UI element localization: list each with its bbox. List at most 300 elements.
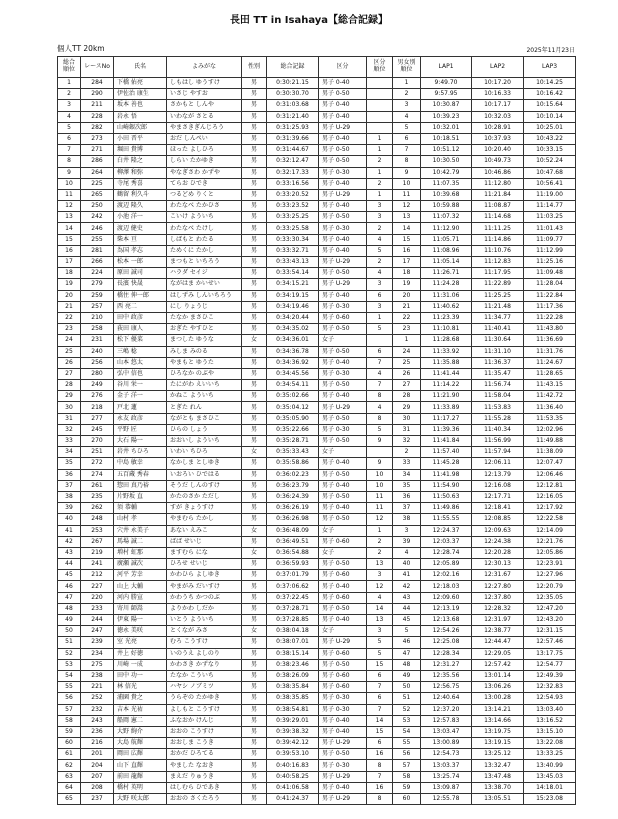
cell-lap2: 12:16.08 xyxy=(472,480,524,491)
cell-category-rank: 2 xyxy=(367,547,393,558)
cell-category-rank: 10 xyxy=(367,469,393,480)
cell-lap3: 12:20.79 xyxy=(524,581,576,592)
cell-race-no: 265 xyxy=(81,189,114,200)
cell-category: 女子 xyxy=(319,626,367,637)
cell-lap1: 11:55.55 xyxy=(421,514,472,525)
cell-race-no: 271 xyxy=(81,145,114,156)
cell-reading: つるどめ りくと xyxy=(167,189,242,200)
cell-lap3: 12:22.58 xyxy=(524,514,576,525)
cell-gender-rank: 26 xyxy=(393,368,421,379)
cell-total-time: 0:35:05.90 xyxy=(267,413,319,424)
cell-category-rank: 15 xyxy=(367,659,393,670)
cell-category-rank: 7 xyxy=(367,682,393,693)
cell-overall-rank: 21 xyxy=(58,301,81,312)
header-name: 氏名 xyxy=(114,57,167,78)
cell-reading: そうだ しんのすけ xyxy=(167,480,242,491)
cell-race-no: 264 xyxy=(81,167,114,178)
cell-sex: 男 xyxy=(242,402,267,413)
cell-reading: たにがわ えいいち xyxy=(167,380,242,391)
table-row xyxy=(58,122,576,133)
table-row xyxy=(58,682,576,693)
table-row xyxy=(58,592,576,603)
cell-overall-rank: 10 xyxy=(58,178,81,189)
cell-category: 男子 0-40 xyxy=(319,357,367,368)
cell-reading: むろ こうすけ xyxy=(167,637,242,648)
cell-gender-rank: 8 xyxy=(393,156,421,167)
table-row xyxy=(58,245,576,256)
cell-reading: おおの さくたろう xyxy=(167,794,242,805)
cell-category-rank: 16 xyxy=(367,782,393,793)
cell-lap1: 11:21.90 xyxy=(421,391,472,402)
table-row xyxy=(58,749,576,760)
cell-category: 男子 0-50 xyxy=(319,268,367,279)
table-row xyxy=(58,380,576,391)
cell-overall-rank: 52 xyxy=(58,648,81,659)
cell-overall-rank: 17 xyxy=(58,257,81,268)
cell-category: 男子 0-50 xyxy=(319,659,367,670)
cell-sex: 男 xyxy=(242,301,267,312)
cell-total-time: 0:38:15.14 xyxy=(267,648,319,659)
cell-race-no: 221 xyxy=(81,682,114,693)
cell-total-time: 0:36:26.98 xyxy=(267,514,319,525)
cell-lap3: 12:47.20 xyxy=(524,603,576,614)
cell-race-no: 275 xyxy=(81,659,114,670)
cell-lap2: 12:17.71 xyxy=(472,491,524,502)
cell-name: 寺尾 秀喜 xyxy=(114,178,167,189)
cell-reading: ひろなか のぶや xyxy=(167,368,242,379)
cell-lap3: 11:25.16 xyxy=(524,257,576,268)
cell-lap1: 11:24.28 xyxy=(421,279,472,290)
cell-lap2: 10:37.93 xyxy=(472,133,524,144)
cell-race-no: 220 xyxy=(81,592,114,603)
cell-total-time: 0:39:29.01 xyxy=(267,715,319,726)
cell-overall-rank: 34 xyxy=(58,447,81,458)
cell-reading: やまさきぎんじろう xyxy=(167,122,242,133)
cell-lap1: 10:39.23 xyxy=(421,111,472,122)
cell-race-no: 249 xyxy=(81,380,114,391)
cell-name: 柳澤 和弥 xyxy=(114,167,167,178)
cell-overall-rank: 39 xyxy=(58,503,81,514)
cell-lap2: 11:21.48 xyxy=(472,301,524,312)
cell-category-rank: 6 xyxy=(367,738,393,749)
cell-overall-rank: 22 xyxy=(58,312,81,323)
cell-sex: 男 xyxy=(242,223,267,234)
cell-lap2: 12:27.80 xyxy=(472,581,524,592)
cell-name: 山村 孝 xyxy=(114,514,167,525)
table-row xyxy=(58,436,576,447)
cell-race-no: 235 xyxy=(81,491,114,502)
cell-race-no: 238 xyxy=(81,670,114,681)
cell-race-no: 236 xyxy=(81,726,114,737)
table-row xyxy=(58,424,576,435)
cell-category-rank xyxy=(367,335,393,346)
cell-race-no: 256 xyxy=(81,357,114,368)
cell-gender-rank: 1 xyxy=(393,78,421,89)
cell-total-time: 0:33:43.13 xyxy=(267,257,319,268)
cell-category: 男子 0-60 xyxy=(319,536,367,547)
cell-lap3: 12:14.09 xyxy=(524,525,576,536)
cell-sex: 男 xyxy=(242,570,267,581)
cell-race-no: 208 xyxy=(81,782,114,793)
header-row xyxy=(58,57,576,78)
cell-reading: まえだ りゅうき xyxy=(167,771,242,782)
cell-lap1: 11:40.62 xyxy=(421,301,472,312)
cell-total-time: 0:36:26.19 xyxy=(267,503,319,514)
cell-lap3: 11:12.99 xyxy=(524,245,576,256)
table-row xyxy=(58,201,576,212)
cell-sex: 男 xyxy=(242,603,267,614)
cell-reading: かたのさか ただし xyxy=(167,491,242,502)
cell-lap1: 11:41.84 xyxy=(421,436,472,447)
cell-lap3: 13:40.99 xyxy=(524,760,576,771)
cell-race-no: 261 xyxy=(81,480,114,491)
cell-gender-rank: 46 xyxy=(393,637,421,648)
cell-category: 男子 0-40 xyxy=(319,782,367,793)
cell-reading: やなぎさわ かずや xyxy=(167,167,242,178)
cell-total-time: 0:33:54.14 xyxy=(267,268,319,279)
table-row xyxy=(58,279,576,290)
cell-lap1: 9:49.70 xyxy=(421,78,472,89)
table-row xyxy=(58,234,576,245)
cell-gender-rank: 2 xyxy=(393,447,421,458)
cell-name: 岡田 広輝 xyxy=(114,749,167,760)
cell-race-no: 277 xyxy=(81,413,114,424)
cell-reading: わたなべ たけし xyxy=(167,223,242,234)
cell-category-rank: 6 xyxy=(367,693,393,704)
cell-overall-rank: 64 xyxy=(58,782,81,793)
cell-overall-rank: 29 xyxy=(58,391,81,402)
cell-lap1: 11:35.88 xyxy=(421,357,472,368)
cell-category: 男子 0-50 xyxy=(319,380,367,391)
cell-overall-rank: 60 xyxy=(58,738,81,749)
cell-race-no: 282 xyxy=(81,122,114,133)
cell-category: 男子 0-30 xyxy=(319,167,367,178)
cell-lap1: 10:59.88 xyxy=(421,201,472,212)
cell-reading: やまがみ だいすけ xyxy=(167,581,242,592)
cell-lap1: 12:18.03 xyxy=(421,581,472,592)
cell-lap1: 11:45.28 xyxy=(421,458,472,469)
cell-category: 男子 0-40 xyxy=(319,245,367,256)
cell-gender-rank: 57 xyxy=(393,760,421,771)
cell-total-time: 0:35:02.66 xyxy=(267,391,319,402)
cell-category-rank: 6 xyxy=(367,290,393,301)
cell-lap3: 12:16.05 xyxy=(524,491,576,502)
cell-gender-rank: 44 xyxy=(393,603,421,614)
cell-sex: 男 xyxy=(242,771,267,782)
cell-lap2: 12:28.32 xyxy=(472,603,524,614)
cell-lap2: 11:11.25 xyxy=(472,223,524,234)
cell-name: 増村 虹那 xyxy=(114,547,167,558)
cell-lap1: 12:28.74 xyxy=(421,547,472,558)
cell-total-time: 0:34:19.15 xyxy=(267,290,319,301)
cell-name: 穴井 永美子 xyxy=(114,525,167,536)
event-date: 2025年11月23日 xyxy=(526,47,575,54)
table-row xyxy=(58,100,576,111)
cell-total-time: 0:35:28.71 xyxy=(267,436,319,447)
cell-name: 岩井 ちひろ xyxy=(114,447,167,458)
cell-reading: おかだ ひろてる xyxy=(167,749,242,760)
cell-overall-rank: 7 xyxy=(58,145,81,156)
cell-overall-rank: 59 xyxy=(58,726,81,737)
cell-lap2: 11:10.76 xyxy=(472,245,524,256)
cell-category-rank: 4 xyxy=(367,402,393,413)
cell-overall-rank: 53 xyxy=(58,659,81,670)
cell-lap1: 13:00.89 xyxy=(421,738,472,749)
cell-total-time: 0:35:04.12 xyxy=(267,402,319,413)
cell-total-time: 0:31:39.66 xyxy=(267,133,319,144)
table-row xyxy=(58,133,576,144)
cell-category: 男子 0-40 xyxy=(319,726,367,737)
cell-name: 中島 敏幸 xyxy=(114,458,167,469)
cell-reading: にし りょうじ xyxy=(167,301,242,312)
cell-overall-rank: 14 xyxy=(58,223,81,234)
cell-lap3: 12:32.83 xyxy=(524,682,576,693)
cell-category: 男子 0-40 xyxy=(319,715,367,726)
cell-lap3: 15:23.08 xyxy=(524,794,576,805)
cell-category-rank: 8 xyxy=(367,794,393,805)
cell-race-no: 216 xyxy=(81,738,114,749)
cell-category: 男子 0-30 xyxy=(319,301,367,312)
cell-name: 船岡 憲二 xyxy=(114,715,167,726)
cell-race-no: 231 xyxy=(81,335,114,346)
cell-category: 女子 xyxy=(319,525,367,536)
cell-total-time: 0:33:32.71 xyxy=(267,245,319,256)
cell-lap1: 12:55.78 xyxy=(421,794,472,805)
cell-category-rank: 5 xyxy=(367,245,393,256)
cell-gender-rank: 13 xyxy=(393,212,421,223)
cell-gender-rank: 3 xyxy=(393,525,421,536)
cell-race-no: 276 xyxy=(81,391,114,402)
table-row xyxy=(58,78,576,89)
cell-category: 男子 U-29 xyxy=(319,794,367,805)
cell-reading: やまもと ゆうた xyxy=(167,357,242,368)
cell-reading: おおの こうすけ xyxy=(167,726,242,737)
cell-category: 男子 0-40 xyxy=(319,100,367,111)
table-row xyxy=(58,648,576,659)
cell-overall-rank: 58 xyxy=(58,715,81,726)
cell-category: 男子 0-40 xyxy=(319,290,367,301)
cell-category: 女子 xyxy=(319,335,367,346)
table-row xyxy=(58,615,576,626)
cell-sex: 男 xyxy=(242,726,267,737)
header-reading: よみがな xyxy=(167,57,242,78)
header-gender-rank: 男女別 順位 xyxy=(393,57,421,78)
cell-name: 林 信光 xyxy=(114,682,167,693)
cell-reading: おおしま こうき xyxy=(167,738,242,749)
cell-category: 男子 0-60 xyxy=(319,592,367,603)
cell-overall-rank: 23 xyxy=(58,324,81,335)
cell-lap3: 10:14.25 xyxy=(524,78,576,89)
cell-lap1: 11:41.98 xyxy=(421,469,472,480)
cell-total-time: 0:38:35.84 xyxy=(267,682,319,693)
table-row xyxy=(58,312,576,323)
cell-lap3: 10:47.68 xyxy=(524,167,576,178)
cell-race-no: 250 xyxy=(81,201,114,212)
table-row xyxy=(58,301,576,312)
cell-total-time: 0:34:36.78 xyxy=(267,346,319,357)
cell-overall-rank: 47 xyxy=(58,592,81,603)
cell-lap2: 11:21.84 xyxy=(472,189,524,200)
cell-total-time: 0:36:24.39 xyxy=(267,491,319,502)
cell-reading: いわい ちひろ xyxy=(167,447,242,458)
cell-name: 谷川 栄一 xyxy=(114,380,167,391)
cell-name: 柴本 亘 xyxy=(114,234,167,245)
cell-lap2: 12:09.63 xyxy=(472,525,524,536)
cell-sex: 男 xyxy=(242,693,267,704)
cell-lap3: 12:17.92 xyxy=(524,503,576,514)
cell-sex: 男 xyxy=(242,312,267,323)
cell-lap2: 11:56.99 xyxy=(472,436,524,447)
cell-lap3: 12:49.39 xyxy=(524,670,576,681)
cell-overall-rank: 16 xyxy=(58,245,81,256)
cell-total-time: 0:36:54.88 xyxy=(267,547,319,558)
cell-lap3: 12:23.91 xyxy=(524,559,576,570)
cell-lap2: 13:06.26 xyxy=(472,682,524,693)
header-lap1: LAP1 xyxy=(421,57,472,78)
cell-lap1: 12:09.60 xyxy=(421,592,472,603)
cell-category-rank: 4 xyxy=(367,592,393,603)
cell-name: 原田 誠司 xyxy=(114,268,167,279)
cell-lap2: 11:56.74 xyxy=(472,380,524,391)
table-row xyxy=(58,547,576,558)
cell-category: 男子 0-40 xyxy=(319,201,367,212)
cell-total-time: 0:36:48.09 xyxy=(267,525,319,536)
cell-category-rank: 3 xyxy=(367,301,393,312)
cell-total-time: 0:33:25.25 xyxy=(267,212,319,223)
cell-overall-rank: 32 xyxy=(58,424,81,435)
cell-overall-rank: 11 xyxy=(58,189,81,200)
cell-total-time: 0:38:07.01 xyxy=(267,637,319,648)
cell-category-rank xyxy=(367,78,393,89)
table-row xyxy=(58,536,576,547)
cell-sex: 男 xyxy=(242,133,267,144)
cell-sex: 女 xyxy=(242,525,267,536)
cell-lap2: 12:24.38 xyxy=(472,536,524,547)
cell-race-no: 273 xyxy=(81,133,114,144)
cell-reading: まつもと いちろう xyxy=(167,257,242,268)
cell-gender-rank: 34 xyxy=(393,469,421,480)
cell-sex: 男 xyxy=(242,268,267,279)
cell-category-rank xyxy=(367,100,393,111)
cell-reading: やまむら たかし xyxy=(167,514,242,525)
cell-reading: おおいし よういち xyxy=(167,436,242,447)
cell-lap3: 12:02.96 xyxy=(524,424,576,435)
cell-reading: よりかわ しだか xyxy=(167,603,242,614)
table-row xyxy=(58,726,576,737)
cell-category: 男子 0-40 xyxy=(319,234,367,245)
cell-name: 山本 悠太 xyxy=(114,357,167,368)
cell-race-no: 272 xyxy=(81,458,114,469)
cell-category-rank: 12 xyxy=(367,581,393,592)
cell-category: 男子 U-29 xyxy=(319,637,367,648)
cell-lap1: 12:13.68 xyxy=(421,615,472,626)
cell-reading: たなか まさひこ xyxy=(167,312,242,323)
cell-lap2: 10:32.03 xyxy=(472,111,524,122)
cell-name: 三嶋 稔 xyxy=(114,346,167,357)
cell-lap1: 10:32.01 xyxy=(421,122,472,133)
cell-gender-rank: 14 xyxy=(393,223,421,234)
cell-sex: 男 xyxy=(242,581,267,592)
cell-sex: 男 xyxy=(242,380,267,391)
cell-lap2: 11:25.25 xyxy=(472,290,524,301)
cell-category-rank xyxy=(367,111,393,122)
cell-overall-rank: 13 xyxy=(58,212,81,223)
cell-name: 山下 直輝 xyxy=(114,760,167,771)
cell-gender-rank: 51 xyxy=(393,693,421,704)
cell-lap3: 13:45.03 xyxy=(524,771,576,782)
cell-category-rank: 12 xyxy=(367,514,393,525)
cell-category-rank: 1 xyxy=(367,312,393,323)
cell-category: 男子 U-29 xyxy=(319,402,367,413)
cell-sex: 男 xyxy=(242,111,267,122)
cell-category-rank: 7 xyxy=(367,771,393,782)
cell-total-time: 0:33:25.58 xyxy=(267,223,319,234)
table-row xyxy=(58,189,576,200)
cell-name: 井上 好徳 xyxy=(114,648,167,659)
cell-overall-rank: 51 xyxy=(58,637,81,648)
cell-lap2: 11:57.94 xyxy=(472,447,524,458)
cell-lap1: 11:17.27 xyxy=(421,413,472,424)
cell-overall-rank: 54 xyxy=(58,670,81,681)
cell-overall-rank: 5 xyxy=(58,122,81,133)
cell-total-time: 0:31:21.40 xyxy=(267,111,319,122)
cell-category-rank xyxy=(367,89,393,100)
cell-lap1: 11:07.32 xyxy=(421,212,472,223)
cell-total-time: 0:34:45.56 xyxy=(267,368,319,379)
cell-sex: 男 xyxy=(242,78,267,89)
cell-race-no: 239 xyxy=(81,637,114,648)
cell-sex: 男 xyxy=(242,760,267,771)
cell-sex: 男 xyxy=(242,458,267,469)
cell-total-time: 0:37:06.62 xyxy=(267,581,319,592)
cell-sex: 男 xyxy=(242,615,267,626)
cell-lap3: 10:43.22 xyxy=(524,133,576,144)
cell-sex: 女 xyxy=(242,626,267,637)
cell-sex: 男 xyxy=(242,89,267,100)
cell-category-rank: 1 xyxy=(367,145,393,156)
cell-lap3: 11:43.80 xyxy=(524,324,576,335)
cell-category: 男子 0-60 xyxy=(319,670,367,681)
cell-gender-rank: 41 xyxy=(393,570,421,581)
cell-lap1: 10:51.12 xyxy=(421,145,472,156)
table-row xyxy=(58,626,576,637)
cell-name: 伊東 陽一 xyxy=(114,615,167,626)
cell-reading: ばば せいじ xyxy=(167,536,242,547)
header-race-no: レースNo xyxy=(81,57,114,78)
cell-category: 男子 0-30 xyxy=(319,760,367,771)
cell-gender-rank: 23 xyxy=(393,324,421,335)
cell-lap2: 11:22.89 xyxy=(472,279,524,290)
cell-total-time: 0:30:21.15 xyxy=(267,78,319,89)
cell-race-no: 274 xyxy=(81,469,114,480)
cell-overall-rank: 33 xyxy=(58,436,81,447)
cell-lap2: 11:36.37 xyxy=(472,357,524,368)
table-row xyxy=(58,637,576,648)
cell-category: 男子 0-40 xyxy=(319,111,367,122)
cell-race-no: 262 xyxy=(81,503,114,514)
cell-category-rank: 16 xyxy=(367,749,393,760)
cell-overall-rank: 15 xyxy=(58,234,81,245)
cell-lap3: 11:22.84 xyxy=(524,290,576,301)
cell-race-no: 204 xyxy=(81,760,114,771)
cell-name: 小田 晋平 xyxy=(114,133,167,144)
cell-lap1: 10:30.50 xyxy=(421,156,472,167)
cell-total-time: 0:36:02.23 xyxy=(267,469,319,480)
cell-lap2: 13:47.48 xyxy=(472,771,524,782)
cell-total-time: 0:30:30.70 xyxy=(267,89,319,100)
cell-race-no: 219 xyxy=(81,547,114,558)
cell-sex: 男 xyxy=(242,491,267,502)
